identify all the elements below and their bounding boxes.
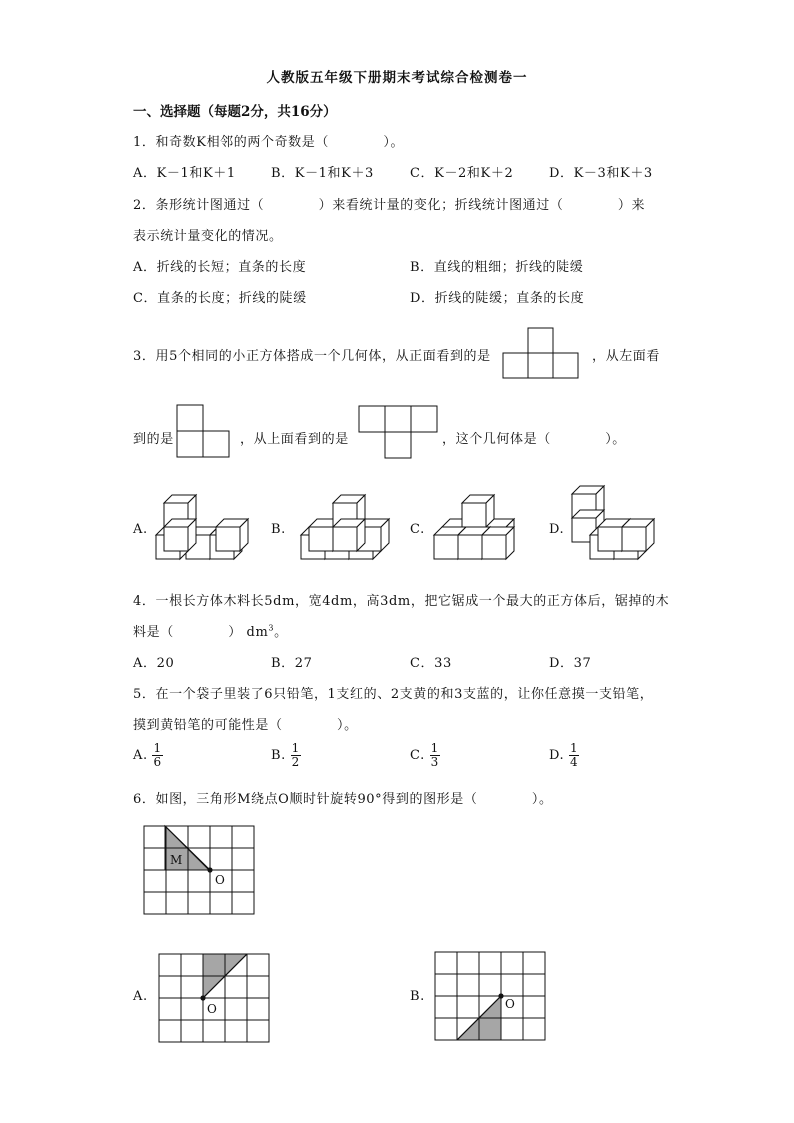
q3-option-c-figure [428,490,528,562]
q4-stem-text: 料是（ ） [133,625,242,640]
question-6-stem: 6．如图，三角形M绕点O顺时针旋转90°得到的图形是（ ）。 [133,792,553,807]
cube [462,495,494,527]
q2-option-d: D．折线的陡缓；直条的长度 [410,291,585,306]
q5-option-a [133,742,163,769]
label-o: O [215,873,225,887]
q1-option-b: B．K－1和K＋3 [271,166,374,181]
q5-option-d [549,742,579,769]
q4-option-b: B．27 [271,656,313,671]
q1-option-c: C．K－2和K＋2 [410,166,514,181]
q6-option-a-figure [158,953,272,1045]
q4-option-a: A．20 [133,656,175,671]
question-3-stem-part3: 到的是 [133,432,174,447]
cube [482,527,514,559]
question-5-stem-line1: 5．在一个袋子里装了6只铅笔，1支红的、2支黄的和3支蓝的，让你任意摸一支铅笔， [133,687,654,702]
q5-option-b [271,742,301,769]
cube [216,519,248,551]
question-3-stem-part2: ，从左面看 [592,349,661,364]
q3-option-c-label: C. [410,522,425,537]
question-4-stem-line2 [133,621,288,640]
top-view-figure [358,405,440,459]
q3-option-a-label: A. [133,522,148,537]
q4-stem-end: 。 [274,625,288,640]
q5-option-b-fraction: $\frac{1}{2}$ [291,741,300,769]
question-2-stem-line2: 表示统计量变化的情况。 [133,229,283,244]
front-view-figure [502,327,582,379]
q6-option-b-figure [434,951,548,1043]
cube [333,519,365,551]
q2-option-b: B．直线的粗细；折线的陡缓 [410,260,584,275]
q2-option-c: C．直条的长度；折线的陡缓 [133,291,307,306]
q2-option-a: A．折线的长短；直条的长度 [133,260,307,275]
q4-option-c: C．33 [410,656,452,671]
cube [164,519,196,551]
q5-option-a-label: A. [133,748,148,763]
q5-option-d-fraction: $\frac{1}{4}$ [570,741,579,769]
q4-option-d: D．37 [549,656,592,671]
q4-unit-exponent: 3 [268,623,275,633]
q3-option-a-figure [150,490,250,562]
question-3-stem-part4: ，从上面看到的是 [240,432,349,447]
q3-option-d-label: D. [549,522,565,537]
q3-option-b-label: B. [271,522,286,537]
q5-option-c-label: C. [410,748,425,763]
q5-option-b-label: B. [271,748,286,763]
question-1-stem: 1．和奇数K相邻的两个奇数是（ ）。 [133,135,405,150]
q5-option-c [410,742,440,769]
q6-option-b-label: B. [410,989,425,1004]
point-o [207,867,212,872]
question-5-stem-line2: 摸到黄铅笔的可能性是（ ）。 [133,718,358,733]
q3-option-b-figure [295,490,395,562]
left-view-figure [176,404,232,458]
q5-option-a-fraction: $\frac{1}{6}$ [153,741,162,769]
cube [622,519,654,551]
q1-option-a: A．K－1和K＋1 [133,166,236,181]
q6-original-figure [143,825,257,917]
label-o: O [207,1002,217,1016]
q6-option-a-label: A. [133,989,148,1004]
q6-grid [144,826,254,914]
label-m: M [170,853,183,867]
question-3-stem-part5: ，这个几何体是（ ）。 [442,432,626,447]
section-heading: 一、选择题（每题2分，共16分） [133,104,337,120]
question-4-stem-line1: 4．一根长方体木料长5dm，宽4dm，高3dm，把它锯成一个最大的正方体后，锯掉的木 [133,594,670,609]
label-o: O [505,997,515,1011]
q3-option-d-figure [568,490,668,562]
question-2-stem-line1: 2．条形统计图通过（ ）来看统计量的变化；折线统计图通过（ ）来 [133,198,646,213]
question-3-stem-part1: 3．用5个相同的小正方体搭成一个几何体，从正面看到的是 [133,349,491,364]
q5-option-c-fraction: $\frac{1}{3}$ [430,741,439,769]
q5-option-d-label: D. [549,748,565,763]
page-title: 人教版五年级下册期末考试综合检测卷一 [266,70,528,86]
q4-unit: dm [246,625,269,640]
q1-option-d: D．K－3和K＋3 [549,166,653,181]
